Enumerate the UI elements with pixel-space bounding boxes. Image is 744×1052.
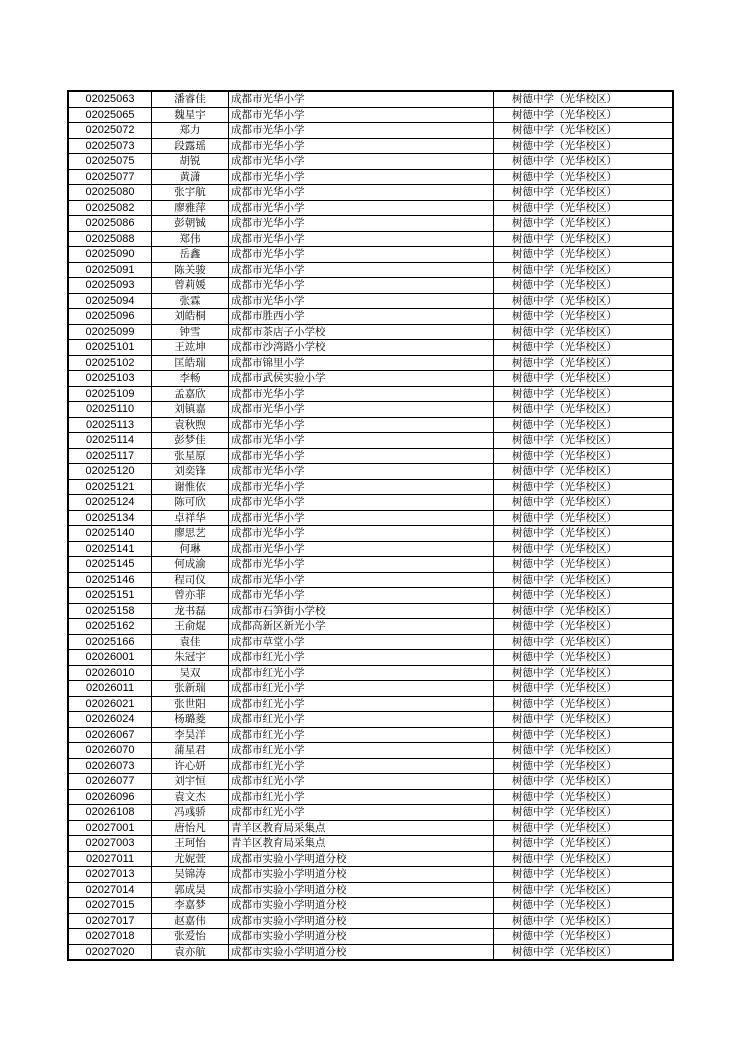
student-name-cell: 袁秋煦 [152, 417, 229, 433]
student-name-cell: 孟嘉欣 [152, 386, 229, 402]
student-name-cell: 曾莉媛 [152, 278, 229, 294]
student-name-cell: 吴双 [152, 665, 229, 681]
table-row [68, 820, 673, 836]
admitted-school-cell: 树德中学（光华校区） [494, 402, 674, 418]
table-row [68, 727, 673, 743]
student-name-cell: 蒲星君 [152, 743, 229, 759]
student-id-cell: 02026010 [68, 665, 152, 681]
primary-school-cell: 成都市红光小学 [229, 727, 494, 743]
table-row [68, 200, 673, 216]
primary-school-cell: 成都市光华小学 [229, 557, 494, 573]
admitted-school-cell: 树德中学（光华校区） [494, 882, 674, 898]
primary-school-cell: 成都市锦里小学 [229, 355, 494, 371]
primary-school-cell: 成都市实验小学明道分校 [229, 851, 494, 867]
admitted-school-cell: 树德中学（光华校区） [494, 820, 674, 836]
student-name-cell: 张宇航 [152, 185, 229, 201]
student-name-cell: 李畅 [152, 371, 229, 387]
admitted-school-cell: 树德中学（光华校区） [494, 340, 674, 356]
student-id-cell: 02025094 [68, 293, 152, 309]
admitted-school-cell: 树德中学（光华校区） [494, 789, 674, 805]
admitted-school-cell: 树德中学（光华校区） [494, 448, 674, 464]
primary-school-cell: 成都市光华小学 [229, 154, 494, 170]
admitted-school-cell: 树德中学（光华校区） [494, 619, 674, 635]
table-row [68, 495, 673, 511]
table-row [68, 634, 673, 650]
table-row [68, 464, 673, 480]
student-name-cell: 张霖 [152, 293, 229, 309]
admitted-school-cell: 树德中学（光华校区） [494, 588, 674, 604]
student-name-cell: 潘睿佳 [152, 91, 229, 107]
admitted-school-cell: 树德中学（光华校区） [494, 603, 674, 619]
student-name-cell: 何成渝 [152, 557, 229, 573]
admitted-school-cell: 树德中学（光华校区） [494, 185, 674, 201]
student-id-cell: 02025121 [68, 479, 152, 495]
table-row [68, 898, 673, 914]
student-id-cell: 02025117 [68, 448, 152, 464]
student-id-cell: 02026096 [68, 789, 152, 805]
student-id-cell: 02025063 [68, 91, 152, 107]
student-name-cell: 王俞焜 [152, 619, 229, 635]
student-name-cell: 许心妍 [152, 758, 229, 774]
student-id-cell: 02025096 [68, 309, 152, 325]
primary-school-cell: 成都市光华小学 [229, 91, 494, 107]
admitted-school-cell: 树德中学（光华校区） [494, 913, 674, 929]
table-row [68, 510, 673, 526]
student-name-cell: 李昊洋 [152, 727, 229, 743]
admitted-school-cell: 树德中学（光华校区） [494, 696, 674, 712]
table-row [68, 479, 673, 495]
student-id-cell: 02025166 [68, 634, 152, 650]
primary-school-cell: 成都市光华小学 [229, 247, 494, 263]
table-row [68, 169, 673, 185]
primary-school-cell: 成都市红光小学 [229, 758, 494, 774]
primary-school-cell: 成都市光华小学 [229, 123, 494, 139]
admitted-school-cell: 树德中学（光华校区） [494, 91, 674, 107]
primary-school-cell: 成都市红光小学 [229, 650, 494, 666]
admitted-school-cell: 树德中学（光华校区） [494, 572, 674, 588]
admitted-school-cell: 树德中学（光华校区） [494, 417, 674, 433]
admitted-school-cell: 树德中学（光华校区） [494, 107, 674, 123]
student-name-cell: 谢惟依 [152, 479, 229, 495]
admitted-school-cell: 树德中学（光华校区） [494, 727, 674, 743]
table-row [68, 324, 673, 340]
table-row [68, 185, 673, 201]
student-name-cell: 吴锦涛 [152, 867, 229, 883]
admitted-school-cell: 树德中学（光华校区） [494, 464, 674, 480]
table-row [68, 247, 673, 263]
table-row [68, 91, 673, 107]
student-name-cell: 胡锐 [152, 154, 229, 170]
student-id-cell: 02025158 [68, 603, 152, 619]
student-name-cell: 陈可欣 [152, 495, 229, 511]
student-id-cell: 02026077 [68, 774, 152, 790]
student-id-cell: 02025099 [68, 324, 152, 340]
admitted-school-cell: 树德中学（光华校区） [494, 278, 674, 294]
student-name-cell: 刘皓桐 [152, 309, 229, 325]
student-name-cell: 刘镇嘉 [152, 402, 229, 418]
student-name-cell: 程司仪 [152, 572, 229, 588]
primary-school-cell: 成都市光华小学 [229, 200, 494, 216]
admitted-school-cell: 树德中学（光华校区） [494, 247, 674, 263]
primary-school-cell: 成都市光华小学 [229, 464, 494, 480]
student-name-cell: 郑力 [152, 123, 229, 139]
admitted-school-cell: 树德中学（光华校区） [494, 681, 674, 697]
table-row [68, 743, 673, 759]
table-row [68, 619, 673, 635]
table-row [68, 526, 673, 542]
student-id-cell: 02025102 [68, 355, 152, 371]
admitted-school-cell: 树德中学（光华校区） [494, 479, 674, 495]
primary-school-cell: 成都市光华小学 [229, 448, 494, 464]
admitted-school-cell: 树德中学（光华校区） [494, 262, 674, 278]
table-row [68, 867, 673, 883]
student-name-cell: 钟雪 [152, 324, 229, 340]
primary-school-cell: 成都市沙湾路小学校 [229, 340, 494, 356]
table-row [68, 913, 673, 929]
table-row [68, 386, 673, 402]
admitted-school-cell: 树德中学（光华校区） [494, 712, 674, 728]
student-id-cell: 02027013 [68, 867, 152, 883]
admitted-school-cell: 树德中学（光华校区） [494, 758, 674, 774]
table-row [68, 944, 673, 960]
student-name-cell: 杨璐菱 [152, 712, 229, 728]
student-name-cell: 王竑坤 [152, 340, 229, 356]
primary-school-cell: 成都市光华小学 [229, 216, 494, 232]
table-row [68, 789, 673, 805]
student-id-cell: 02025091 [68, 262, 152, 278]
student-id-cell: 02025110 [68, 402, 152, 418]
table-row [68, 402, 673, 418]
student-name-cell: 朱冠宇 [152, 650, 229, 666]
student-name-cell: 袁亦航 [152, 944, 229, 960]
admitted-school-cell: 树德中学（光华校区） [494, 836, 674, 852]
table-row [68, 851, 673, 867]
student-name-cell: 唐怡凡 [152, 820, 229, 836]
primary-school-cell: 青羊区教育局采集点 [229, 820, 494, 836]
student-id-cell: 02025075 [68, 154, 152, 170]
student-id-cell: 02027003 [68, 836, 152, 852]
table-row [68, 154, 673, 170]
primary-school-cell: 成都市光华小学 [229, 107, 494, 123]
table-row [68, 309, 673, 325]
student-id-cell: 02025082 [68, 200, 152, 216]
table-row [68, 138, 673, 154]
primary-school-cell: 成都市光华小学 [229, 510, 494, 526]
student-name-cell: 曾亦菲 [152, 588, 229, 604]
student-name-cell: 张新瑞 [152, 681, 229, 697]
primary-school-cell: 成都市光华小学 [229, 433, 494, 449]
table-row [68, 805, 673, 821]
student-name-cell: 卓祥华 [152, 510, 229, 526]
admitted-school-cell: 树德中学（光华校区） [494, 200, 674, 216]
admitted-school-cell: 树德中学（光华校区） [494, 929, 674, 945]
student-name-cell: 廖雅萍 [152, 200, 229, 216]
student-id-cell: 02027001 [68, 820, 152, 836]
admitted-school-cell: 树德中学（光华校区） [494, 293, 674, 309]
student-name-cell: 彭朝铖 [152, 216, 229, 232]
admitted-school-cell: 树德中学（光华校区） [494, 231, 674, 247]
primary-school-cell: 成都市红光小学 [229, 774, 494, 790]
student-id-cell: 02025114 [68, 433, 152, 449]
student-id-cell: 02026073 [68, 758, 152, 774]
student-id-cell: 02027017 [68, 913, 152, 929]
student-name-cell: 赵嘉伟 [152, 913, 229, 929]
student-id-cell: 02027018 [68, 929, 152, 945]
student-id-cell: 02026011 [68, 681, 152, 697]
admitted-school-cell: 树德中学（光华校区） [494, 309, 674, 325]
admission-list-table [67, 90, 674, 961]
primary-school-cell: 成都市光华小学 [229, 138, 494, 154]
student-name-cell: 王珂怡 [152, 836, 229, 852]
student-id-cell: 02025124 [68, 495, 152, 511]
admitted-school-cell: 树德中学（光华校区） [494, 386, 674, 402]
student-id-cell: 02025162 [68, 619, 152, 635]
student-id-cell: 02025103 [68, 371, 152, 387]
primary-school-cell: 成都市石笋街小学校 [229, 603, 494, 619]
student-id-cell: 02025120 [68, 464, 152, 480]
admitted-school-cell: 树德中学（光华校区） [494, 123, 674, 139]
student-name-cell: 张爱怡 [152, 929, 229, 945]
table-row [68, 231, 673, 247]
table-row [68, 123, 673, 139]
student-id-cell: 02025065 [68, 107, 152, 123]
table-row [68, 572, 673, 588]
table-row [68, 929, 673, 945]
student-name-cell: 郑伟 [152, 231, 229, 247]
student-id-cell: 02025134 [68, 510, 152, 526]
table-row [68, 774, 673, 790]
admitted-school-cell: 树德中学（光华校区） [494, 324, 674, 340]
student-id-cell: 02025146 [68, 572, 152, 588]
admitted-school-cell: 树德中学（光华校区） [494, 541, 674, 557]
admitted-school-cell: 树德中学（光华校区） [494, 867, 674, 883]
primary-school-cell: 成都市光华小学 [229, 588, 494, 604]
primary-school-cell: 成都市光华小学 [229, 495, 494, 511]
student-name-cell: 魏星宇 [152, 107, 229, 123]
table-row [68, 340, 673, 356]
student-name-cell: 岳鑫 [152, 247, 229, 263]
student-name-cell: 袁文杰 [152, 789, 229, 805]
table-row [68, 650, 673, 666]
primary-school-cell: 成都市光华小学 [229, 541, 494, 557]
table-row [68, 836, 673, 852]
student-id-cell: 02025088 [68, 231, 152, 247]
primary-school-cell: 成都市光华小学 [229, 231, 494, 247]
table-row [68, 588, 673, 604]
student-id-cell: 02025093 [68, 278, 152, 294]
primary-school-cell: 成都市光华小学 [229, 262, 494, 278]
admitted-school-cell: 树德中学（光华校区） [494, 154, 674, 170]
student-name-cell: 冯彧骄 [152, 805, 229, 821]
primary-school-cell: 成都市实验小学明道分校 [229, 929, 494, 945]
student-name-cell: 张世阳 [152, 696, 229, 712]
student-id-cell: 02025086 [68, 216, 152, 232]
student-id-cell: 02027015 [68, 898, 152, 914]
table-row [68, 603, 673, 619]
admitted-school-cell: 树德中学（光华校区） [494, 665, 674, 681]
student-id-cell: 02025151 [68, 588, 152, 604]
student-name-cell: 刘宇恒 [152, 774, 229, 790]
admitted-school-cell: 树德中学（光华校区） [494, 355, 674, 371]
student-name-cell: 张星原 [152, 448, 229, 464]
admitted-school-cell: 树德中学（光华校区） [494, 634, 674, 650]
primary-school-cell: 成都市茶店子小学校 [229, 324, 494, 340]
primary-school-cell: 成都市胜西小学 [229, 309, 494, 325]
table-row [68, 681, 673, 697]
table-row [68, 433, 673, 449]
admitted-school-cell: 树德中学（光华校区） [494, 433, 674, 449]
admitted-school-cell: 树德中学（光华校区） [494, 650, 674, 666]
student-id-cell: 02025141 [68, 541, 152, 557]
table-row [68, 216, 673, 232]
primary-school-cell: 成都市实验小学明道分校 [229, 944, 494, 960]
primary-school-cell: 成都市光华小学 [229, 479, 494, 495]
student-name-cell: 龙书磊 [152, 603, 229, 619]
table-body [68, 91, 673, 960]
student-id-cell: 02026108 [68, 805, 152, 821]
table-row [68, 665, 673, 681]
table-row [68, 448, 673, 464]
primary-school-cell: 成都市光华小学 [229, 278, 494, 294]
student-id-cell: 02026001 [68, 650, 152, 666]
student-name-cell: 郭成昊 [152, 882, 229, 898]
primary-school-cell: 成都市实验小学明道分校 [229, 882, 494, 898]
student-name-cell: 黄潇 [152, 169, 229, 185]
primary-school-cell: 成都市光华小学 [229, 169, 494, 185]
primary-school-cell: 成都市光华小学 [229, 293, 494, 309]
primary-school-cell: 成都市红光小学 [229, 743, 494, 759]
admitted-school-cell: 树德中学（光华校区） [494, 371, 674, 387]
table-row [68, 417, 673, 433]
primary-school-cell: 成都市草堂小学 [229, 634, 494, 650]
primary-school-cell: 成都市红光小学 [229, 681, 494, 697]
student-id-cell: 02025113 [68, 417, 152, 433]
primary-school-cell: 青羊区教育局采集点 [229, 836, 494, 852]
table-row [68, 107, 673, 123]
student-id-cell: 02025072 [68, 123, 152, 139]
admitted-school-cell: 树德中学（光华校区） [494, 526, 674, 542]
table-row [68, 882, 673, 898]
student-id-cell: 02025145 [68, 557, 152, 573]
admitted-school-cell: 树德中学（光华校区） [494, 138, 674, 154]
primary-school-cell: 成都市红光小学 [229, 696, 494, 712]
student-id-cell: 02025109 [68, 386, 152, 402]
student-name-cell: 匡皓瑞 [152, 355, 229, 371]
primary-school-cell: 成都市光华小学 [229, 402, 494, 418]
student-name-cell: 刘奕锋 [152, 464, 229, 480]
primary-school-cell: 成都市光华小学 [229, 526, 494, 542]
admitted-school-cell: 树德中学（光华校区） [494, 805, 674, 821]
table-row [68, 262, 673, 278]
student-id-cell: 02026021 [68, 696, 152, 712]
student-name-cell: 陈关骏 [152, 262, 229, 278]
student-id-cell: 02027011 [68, 851, 152, 867]
admitted-school-cell: 树德中学（光华校区） [494, 510, 674, 526]
admitted-school-cell: 树德中学（光华校区） [494, 495, 674, 511]
student-id-cell: 02026070 [68, 743, 152, 759]
primary-school-cell: 成都市红光小学 [229, 789, 494, 805]
primary-school-cell: 成都市光华小学 [229, 386, 494, 402]
student-id-cell: 02027014 [68, 882, 152, 898]
student-id-cell: 02026024 [68, 712, 152, 728]
student-id-cell: 02025073 [68, 138, 152, 154]
primary-school-cell: 成都市实验小学明道分校 [229, 898, 494, 914]
primary-school-cell: 成都市红光小学 [229, 665, 494, 681]
primary-school-cell: 成都市红光小学 [229, 712, 494, 728]
admitted-school-cell: 树德中学（光华校区） [494, 944, 674, 960]
admitted-school-cell: 树德中学（光华校区） [494, 774, 674, 790]
student-id-cell: 02025101 [68, 340, 152, 356]
table-row [68, 355, 673, 371]
primary-school-cell: 成都市光华小学 [229, 572, 494, 588]
table-row [68, 371, 673, 387]
student-name-cell: 彭梦佳 [152, 433, 229, 449]
student-id-cell: 02025077 [68, 169, 152, 185]
table-row [68, 541, 673, 557]
student-id-cell: 02025090 [68, 247, 152, 263]
student-name-cell: 廖思艺 [152, 526, 229, 542]
table-row [68, 278, 673, 294]
primary-school-cell: 成都市实验小学明道分校 [229, 867, 494, 883]
student-name-cell: 尤妮萱 [152, 851, 229, 867]
student-name-cell: 李嘉梦 [152, 898, 229, 914]
admitted-school-cell: 树德中学（光华校区） [494, 216, 674, 232]
admitted-school-cell: 树德中学（光华校区） [494, 557, 674, 573]
primary-school-cell: 成都市武侯实验小学 [229, 371, 494, 387]
table-row [68, 293, 673, 309]
student-id-cell: 02026067 [68, 727, 152, 743]
table-row [68, 696, 673, 712]
primary-school-cell: 成都市红光小学 [229, 805, 494, 821]
primary-school-cell: 成都市光华小学 [229, 185, 494, 201]
admitted-school-cell: 树德中学（光华校区） [494, 851, 674, 867]
student-id-cell: 02025080 [68, 185, 152, 201]
admitted-school-cell: 树德中学（光华校区） [494, 743, 674, 759]
student-name-cell: 何琳 [152, 541, 229, 557]
student-id-cell: 02027020 [68, 944, 152, 960]
primary-school-cell: 成都市实验小学明道分校 [229, 913, 494, 929]
table-row [68, 712, 673, 728]
student-name-cell: 袁佳 [152, 634, 229, 650]
primary-school-cell: 成都市光华小学 [229, 417, 494, 433]
admitted-school-cell: 树德中学（光华校区） [494, 898, 674, 914]
primary-school-cell: 成都高新区新光小学 [229, 619, 494, 635]
table-row [68, 557, 673, 573]
admitted-school-cell: 树德中学（光华校区） [494, 169, 674, 185]
student-id-cell: 02025140 [68, 526, 152, 542]
student-name-cell: 段露瑶 [152, 138, 229, 154]
table-row [68, 758, 673, 774]
